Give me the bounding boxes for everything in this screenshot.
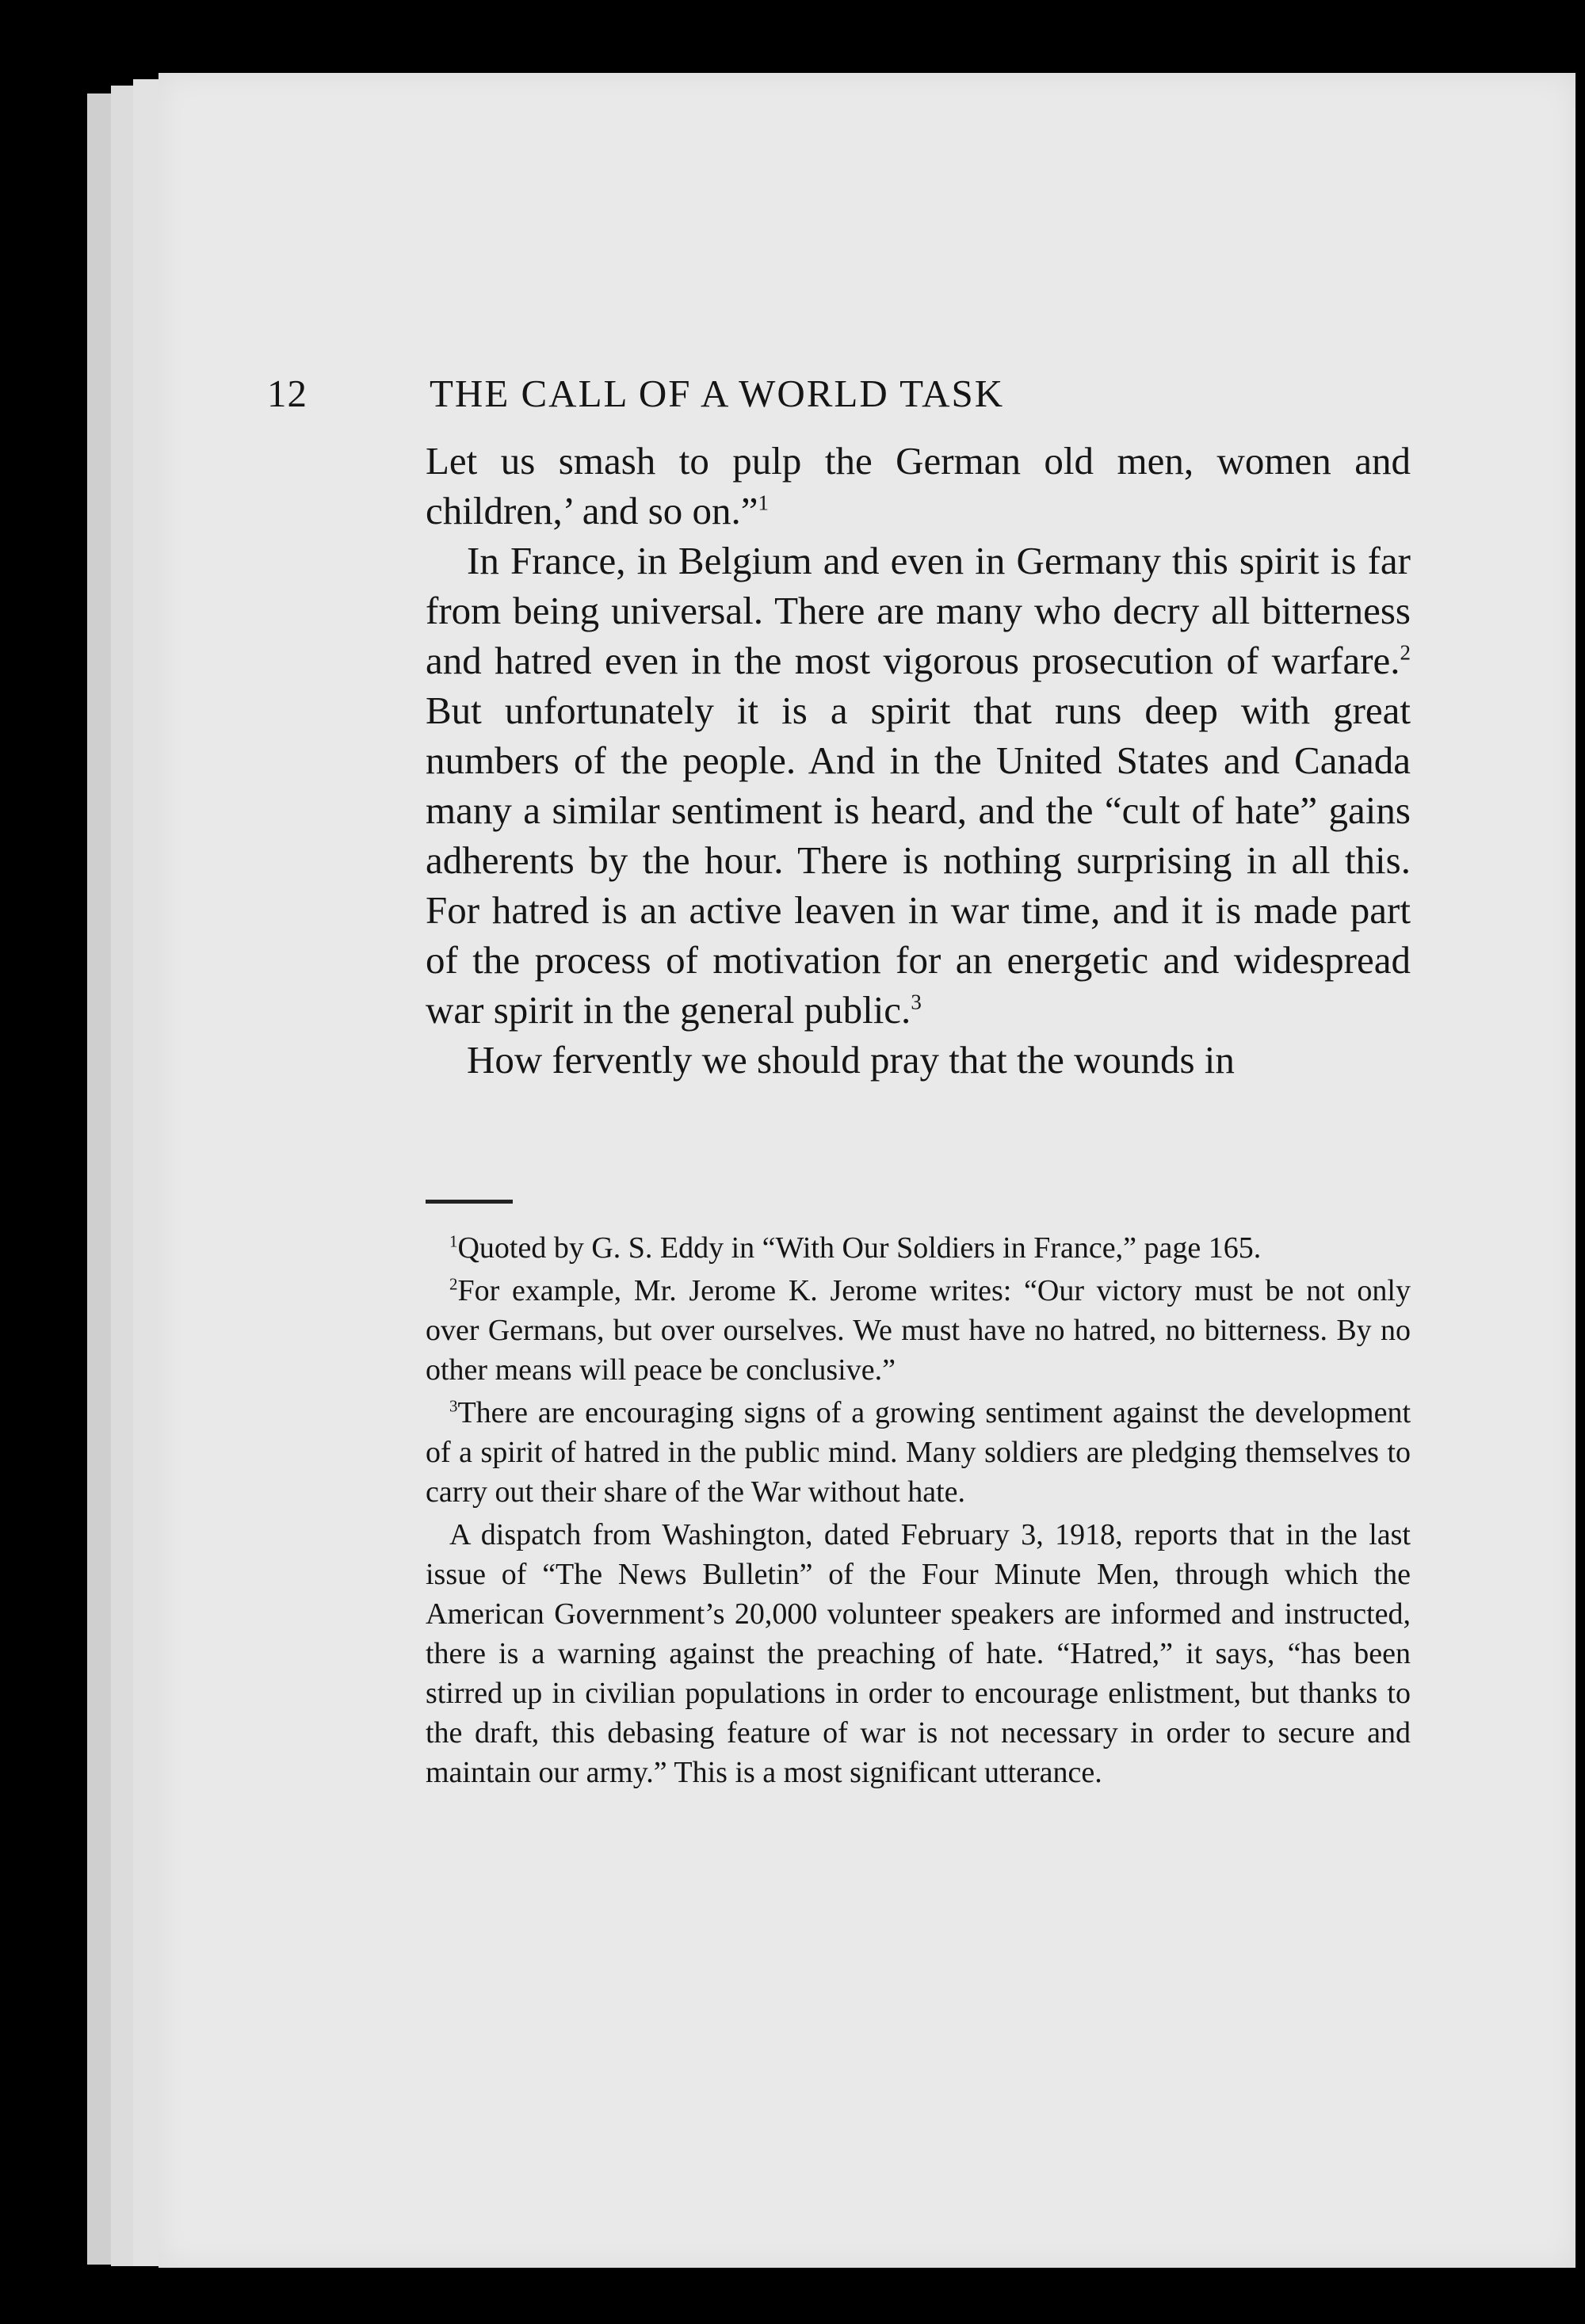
paragraph-text: How fervently we should pray that the wounds in [467, 1038, 1235, 1082]
footnote-2 [426, 1271, 1411, 1390]
footnote-text: A dispatch from Washington, dated February 3, 1918, reports that in the last issue of “The News Bulletin” of the Four Minute Men, through which the American Government’s 20,000 volunteer speakers are informed and instructed, there is a warning against the preaching of hate. “Hatred,” it says, “has been stirred up in civilian populations in order to encourage enlistment, but thanks to the draft, this debasing feature of war is not necessary in order to secure and maintain our army.” This is a most significant utterance. [426, 1518, 1411, 1789]
footnote-mark: 3 [449, 1396, 458, 1416]
footnote-3-continued [426, 1515, 1411, 1792]
footnote-1 [426, 1228, 1411, 1268]
footnote-mark: 1 [449, 1231, 458, 1251]
footnote-divider [426, 1200, 513, 1204]
footnote-text: There are encouraging signs of a growing sentiment against the development of a spirit of hatred in the public mind. Many soldiers are pledging themselves to carry out their share of the War without hate. [426, 1396, 1411, 1509]
main-text [426, 436, 1411, 1085]
paragraph-text: Let us smash to pulp the German old men, women and children,’ and so on.” [426, 439, 1411, 532]
footnote-ref: 3 [911, 990, 922, 1014]
page-header [267, 366, 1313, 422]
footnote-ref: 1 [758, 490, 770, 515]
footnote-text: For example, Mr. Jerome K. Jerome writes: “Our victory must be not only over Germans, but over ourselves. We must have no hatred, no bitterness. By no other means will peace be conclusive.” [426, 1274, 1411, 1387]
page-number: 12 [267, 372, 307, 415]
footnote-ref: 2 [1400, 640, 1411, 665]
footnote-mark: 2 [449, 1274, 458, 1294]
paragraph-3 [426, 1035, 1411, 1085]
footnotes [426, 1228, 1411, 1795]
paragraph-1 [426, 436, 1411, 536]
footnote-3 [426, 1393, 1411, 1512]
paragraph-text: In France, in Belgium and even in Germany this spirit is far from being universal. There are many who decry all bitterness and hatred even in the most vigorous prosecution of warfare. [426, 539, 1411, 682]
paragraph-2 [426, 536, 1411, 1035]
running-title: THE CALL OF A WORLD TASK [430, 372, 1005, 415]
footnote-text: Quoted by G. S. Eddy in “With Our Soldiers in France,” page 165. [457, 1231, 1262, 1265]
paragraph-text: But unfortunately it is a spirit that runs deep with great numbers of the people. And in the United States and Canada many a similar sentiment is heard, and the “cult of hate” gains adherents by the hour. There is nothing surprising in all this. For hatred is an active leaven in war time, and it is made part of the process of motivation for an energetic and widespread war spirit in the general public. [426, 689, 1411, 1032]
